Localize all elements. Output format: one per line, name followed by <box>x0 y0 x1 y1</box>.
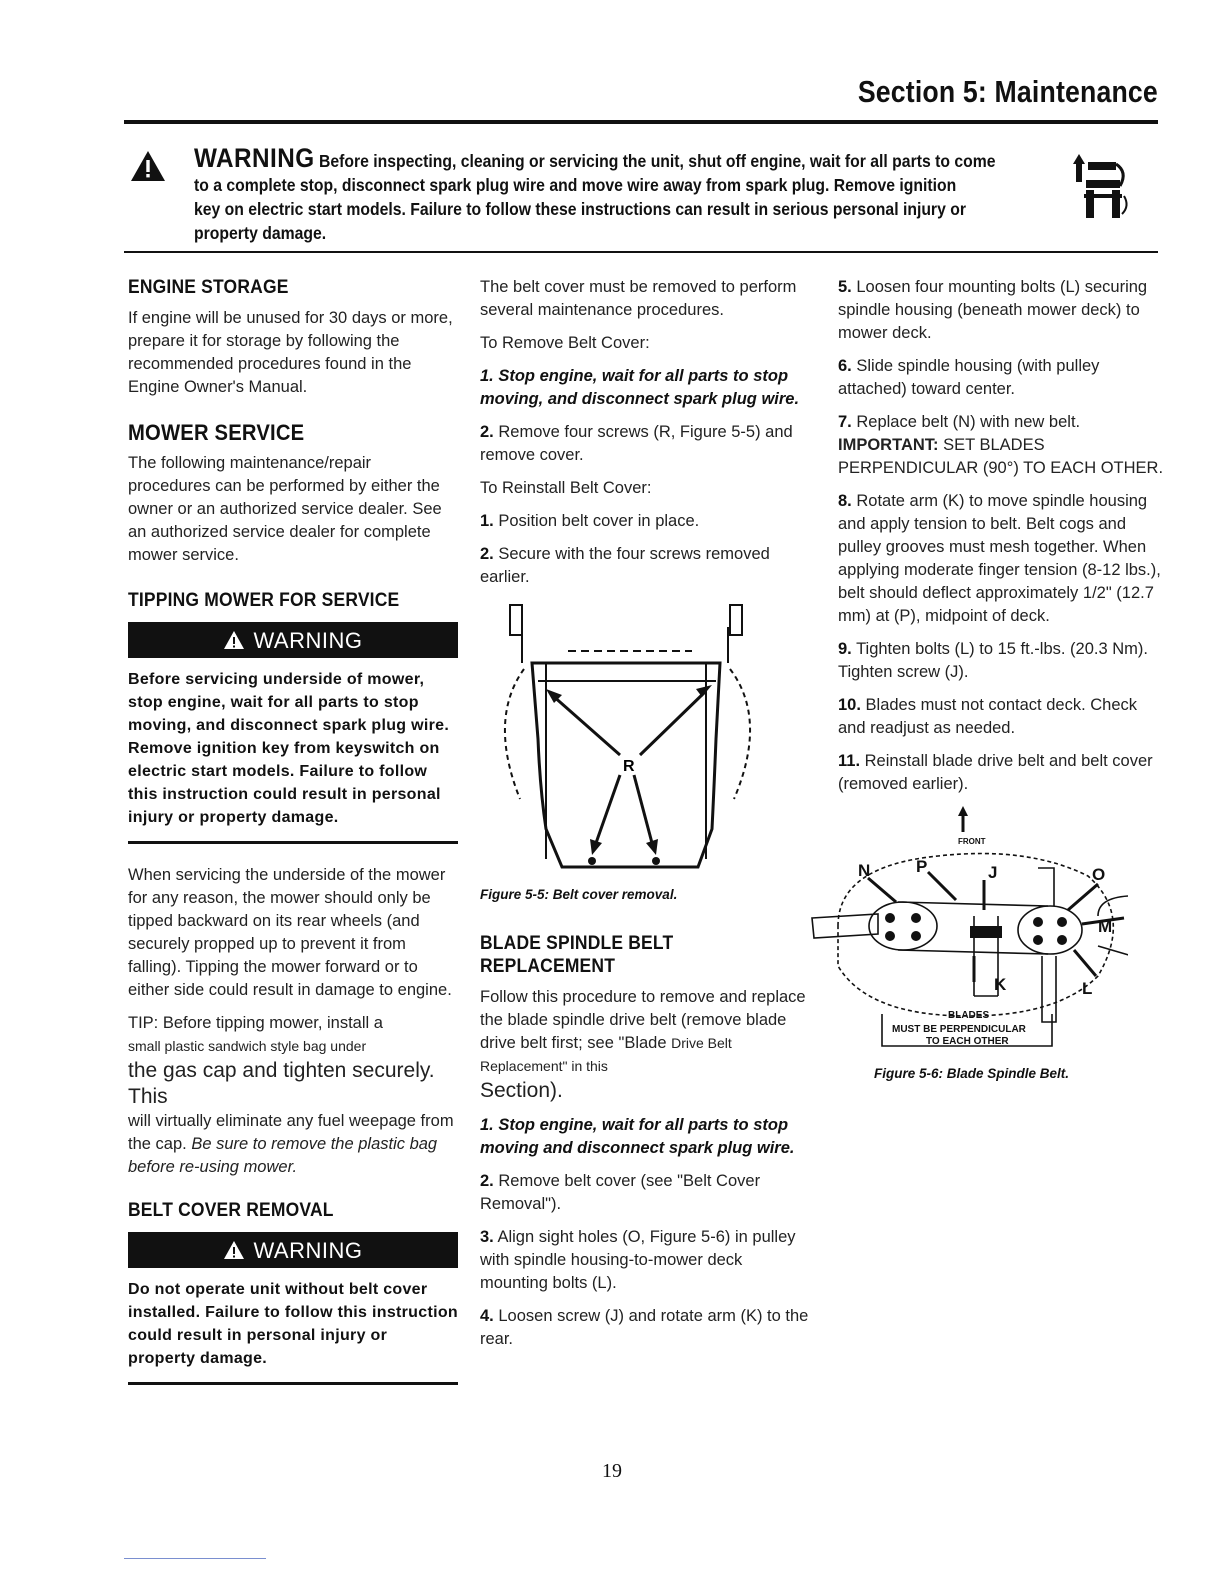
tipping-warning-rule <box>128 841 458 844</box>
figure-5-5-caption: Figure 5-5: Belt cover removal. <box>480 887 678 902</box>
step-text: Blades must not contact deck. Check and readjust as needed. <box>838 696 1137 737</box>
label-o: O <box>1092 865 1106 884</box>
column-middle <box>480 276 810 1361</box>
warning-triangle-icon <box>130 150 166 182</box>
spindle-step-8 <box>838 490 1168 628</box>
spindle-intro <box>480 986 810 1104</box>
tip-line-c: the gas cap and tighten securely. This <box>128 1059 435 1108</box>
step-number: 8. <box>838 492 852 510</box>
step-text: Rotate arm (K) to move spindle housing and apply tension to belt. Belt cogs and pulley grooves must mesh together. When applying moderate finger tension (8-12 lbs.), belt should deflect approximately 1/2" (12.7 mm) at (P), midpoint of deck. <box>838 492 1161 625</box>
label-l: L <box>1082 979 1093 998</box>
step-text: Remove four screws (R, Figure 5-5) and remove cover. <box>480 423 793 464</box>
step-number: 2. <box>480 423 494 441</box>
label-j: J <box>988 863 998 882</box>
engine-storage-text: If engine will be unused for 30 days or more, prepare it for storage by following the recommended procedures found in the Engine Owner's Manual. <box>128 309 453 396</box>
label-blades: BLADES <box>948 1010 990 1021</box>
step-number: 11. <box>838 752 861 770</box>
important-note <box>838 434 1168 480</box>
spindle-intro-a: Follow this procedure to remove and replace the blade spindle drive belt (remove blade drive belt first; see "Blade <box>480 988 806 1052</box>
important-text: SET BLADES PERPENDICULAR (90°) TO EACH OTHER. <box>838 436 1164 477</box>
belt-warning-label: WARNING <box>253 1237 363 1263</box>
header-rule <box>124 120 1158 124</box>
tipping-tip <box>128 1012 458 1179</box>
warning-line4: property damage. <box>194 223 327 243</box>
label-n: N <box>858 861 871 880</box>
top-warning <box>194 143 1072 245</box>
spindle-intro-b: Drive Belt Replacement" in this <box>480 1035 732 1074</box>
tipping-warning-text: Before servicing underside of mower, stop engine, wait for all parts to stop moving, and disconnect spark plug wire. Remove ignition key from keyswitch on electric start models. Failure to follow this instruction could result in personal injury or property damage. <box>128 671 450 826</box>
label-k: K <box>994 975 1007 994</box>
tipping-warning-bar <box>128 622 458 658</box>
warning-rule <box>124 251 1158 253</box>
warning-line2: to a complete stop, disconnect spark plug wire and move wire away from spark plug. Remove ignition <box>194 175 957 195</box>
step-text: Reinstall blade drive belt and belt cover (removed earlier). <box>838 752 1153 793</box>
column-right <box>838 276 1168 1085</box>
reinstall-step-2 <box>480 543 810 589</box>
tipping-text: When servicing the underside of the mower for any reason, the mower should only be tipped backward on its rear wheels (and securely propped up to prevent it from falling). Tipping the mower forward or to either side could result in damage to engine. <box>128 866 452 999</box>
warning-line1: Before inspecting, cleaning or servicing the unit, shut off engine, wait for all parts to come <box>318 151 996 171</box>
label-front: FRONT <box>958 837 986 846</box>
step-text: Replace belt (N) with new belt. <box>856 413 1081 431</box>
spindle-step-2 <box>480 1170 810 1216</box>
spindle-step-3 <box>480 1226 810 1295</box>
step-number: 6. <box>838 357 852 375</box>
heading-blade-spindle: BLADE SPINDLE BELT REPLACEMENT <box>480 933 674 977</box>
spindle-step-1: 1. Stop engine, wait for all parts to stop moving and disconnect spark plug wire. <box>480 1116 795 1157</box>
warning-triangle-icon <box>223 630 245 650</box>
heading-belt-cover-removal: BELT COVER REMOVAL <box>128 1200 334 1221</box>
label-perp-1: MUST BE PERPENDICULAR <box>892 1024 1026 1035</box>
remove-step-1: 1. Stop engine, wait for all parts to stop moving, and disconnect spark plug wire. <box>480 367 800 408</box>
mower-service-text: The following maintenance/repair procedures can be performed by either the owner or an authorized service dealer. See an authorized service dealer for complete mower service. <box>128 454 442 564</box>
belt-warning-rule <box>128 1382 458 1385</box>
step-text: Align sight holes (O, Figure 5-6) in pulley with spindle housing-to-mower deck mounting bolts (L). <box>480 1228 796 1292</box>
spindle-step-5 <box>838 276 1168 345</box>
step-number: 1. <box>480 512 494 530</box>
step-number: 9. <box>838 640 852 658</box>
spindle-step-7 <box>838 411 1168 434</box>
warning-word: WARNING <box>194 143 315 173</box>
figure-5-6-caption: Figure 5-6: Blade Spindle Belt. <box>874 1066 1070 1081</box>
step-text: Position belt cover in place. <box>498 512 700 530</box>
tip-line-a: TIP: Before tipping mower, install a <box>128 1014 383 1032</box>
spindle-step-9 <box>838 638 1168 684</box>
remove-step-2 <box>480 421 810 467</box>
column-left <box>128 276 458 1405</box>
step-text: Loosen screw (J) and rotate arm (K) to the rear. <box>480 1307 809 1348</box>
figure-label-r: R <box>623 758 635 775</box>
figure-5-6-blade-spindle <box>798 806 1128 1056</box>
important-label: IMPORTANT: <box>838 436 939 454</box>
tipping-warning-label: WARNING <box>253 627 363 653</box>
label-perp-2: TO EACH OTHER <box>926 1036 1009 1047</box>
spindle-step-11 <box>838 750 1168 796</box>
step-text: Secure with the four screws removed earlier. <box>480 545 770 586</box>
label-m: M <box>1098 917 1113 936</box>
page-number: 19 <box>602 1460 622 1482</box>
spindle-intro-c: Section). <box>480 1079 563 1102</box>
step-number: 3. <box>480 1228 494 1246</box>
section-title: Section 5: Maintenance <box>857 74 1158 109</box>
belt-warning-text: Do not operate unit without belt cover installed. Failure to follow this instruction could result in personal injury or property damage. <box>128 1281 458 1367</box>
reinstall-label: To Reinstall Belt Cover: <box>480 479 652 497</box>
warning-triangle-icon <box>223 1240 245 1260</box>
step-number: 5. <box>838 278 852 296</box>
spindle-step-6 <box>838 355 1168 401</box>
step-text: Loosen four mounting bolts (L) securing spindle housing (beneath mower deck) to mower deck. <box>838 278 1148 342</box>
belt-cover-intro: The belt cover must be removed to perform several maintenance procedures. <box>480 278 797 319</box>
heading-mower-service: MOWER SERVICE <box>128 420 305 445</box>
step-number: 2. <box>480 1172 494 1190</box>
figure-5-5-belt-cover <box>480 599 780 879</box>
heading-engine-storage: ENGINE STORAGE <box>128 277 289 298</box>
step-number: 4. <box>480 1307 494 1325</box>
belt-warning-bar <box>128 1232 458 1268</box>
step-text: Slide spindle housing (with pulley attached) toward center. <box>838 357 1100 398</box>
ignition-key-icon <box>1066 150 1132 222</box>
step-text: Tighten bolts (L) to 15 ft.-lbs. (20.3 Nm). Tighten screw (J). <box>838 640 1148 681</box>
spindle-step-10 <box>838 694 1168 740</box>
remove-label: To Remove Belt Cover: <box>480 334 650 352</box>
step-text: Remove belt cover (see "Belt Cover Removal"). <box>480 1172 761 1213</box>
step-number: 10. <box>838 696 861 714</box>
reinstall-step-1 <box>480 510 810 533</box>
tip-line-d: will virtually eliminate any fuel weepage from the cap. <box>128 1112 454 1153</box>
spindle-step-4 <box>480 1305 810 1351</box>
footer-line <box>124 1558 266 1559</box>
step-number: 2. <box>480 545 494 563</box>
tip-line-b: small plastic sandwich style bag under <box>128 1038 367 1054</box>
warning-line3: key on electric start models. Failure to follow these instructions can result in serious personal injury or <box>194 199 966 219</box>
tip-italic: Be sure to remove the plastic bag before re-using mower. <box>128 1135 438 1176</box>
step-number: 7. <box>838 413 852 431</box>
label-p: P <box>916 857 928 876</box>
heading-tipping-mower: TIPPING MOWER FOR SERVICE <box>128 590 400 611</box>
